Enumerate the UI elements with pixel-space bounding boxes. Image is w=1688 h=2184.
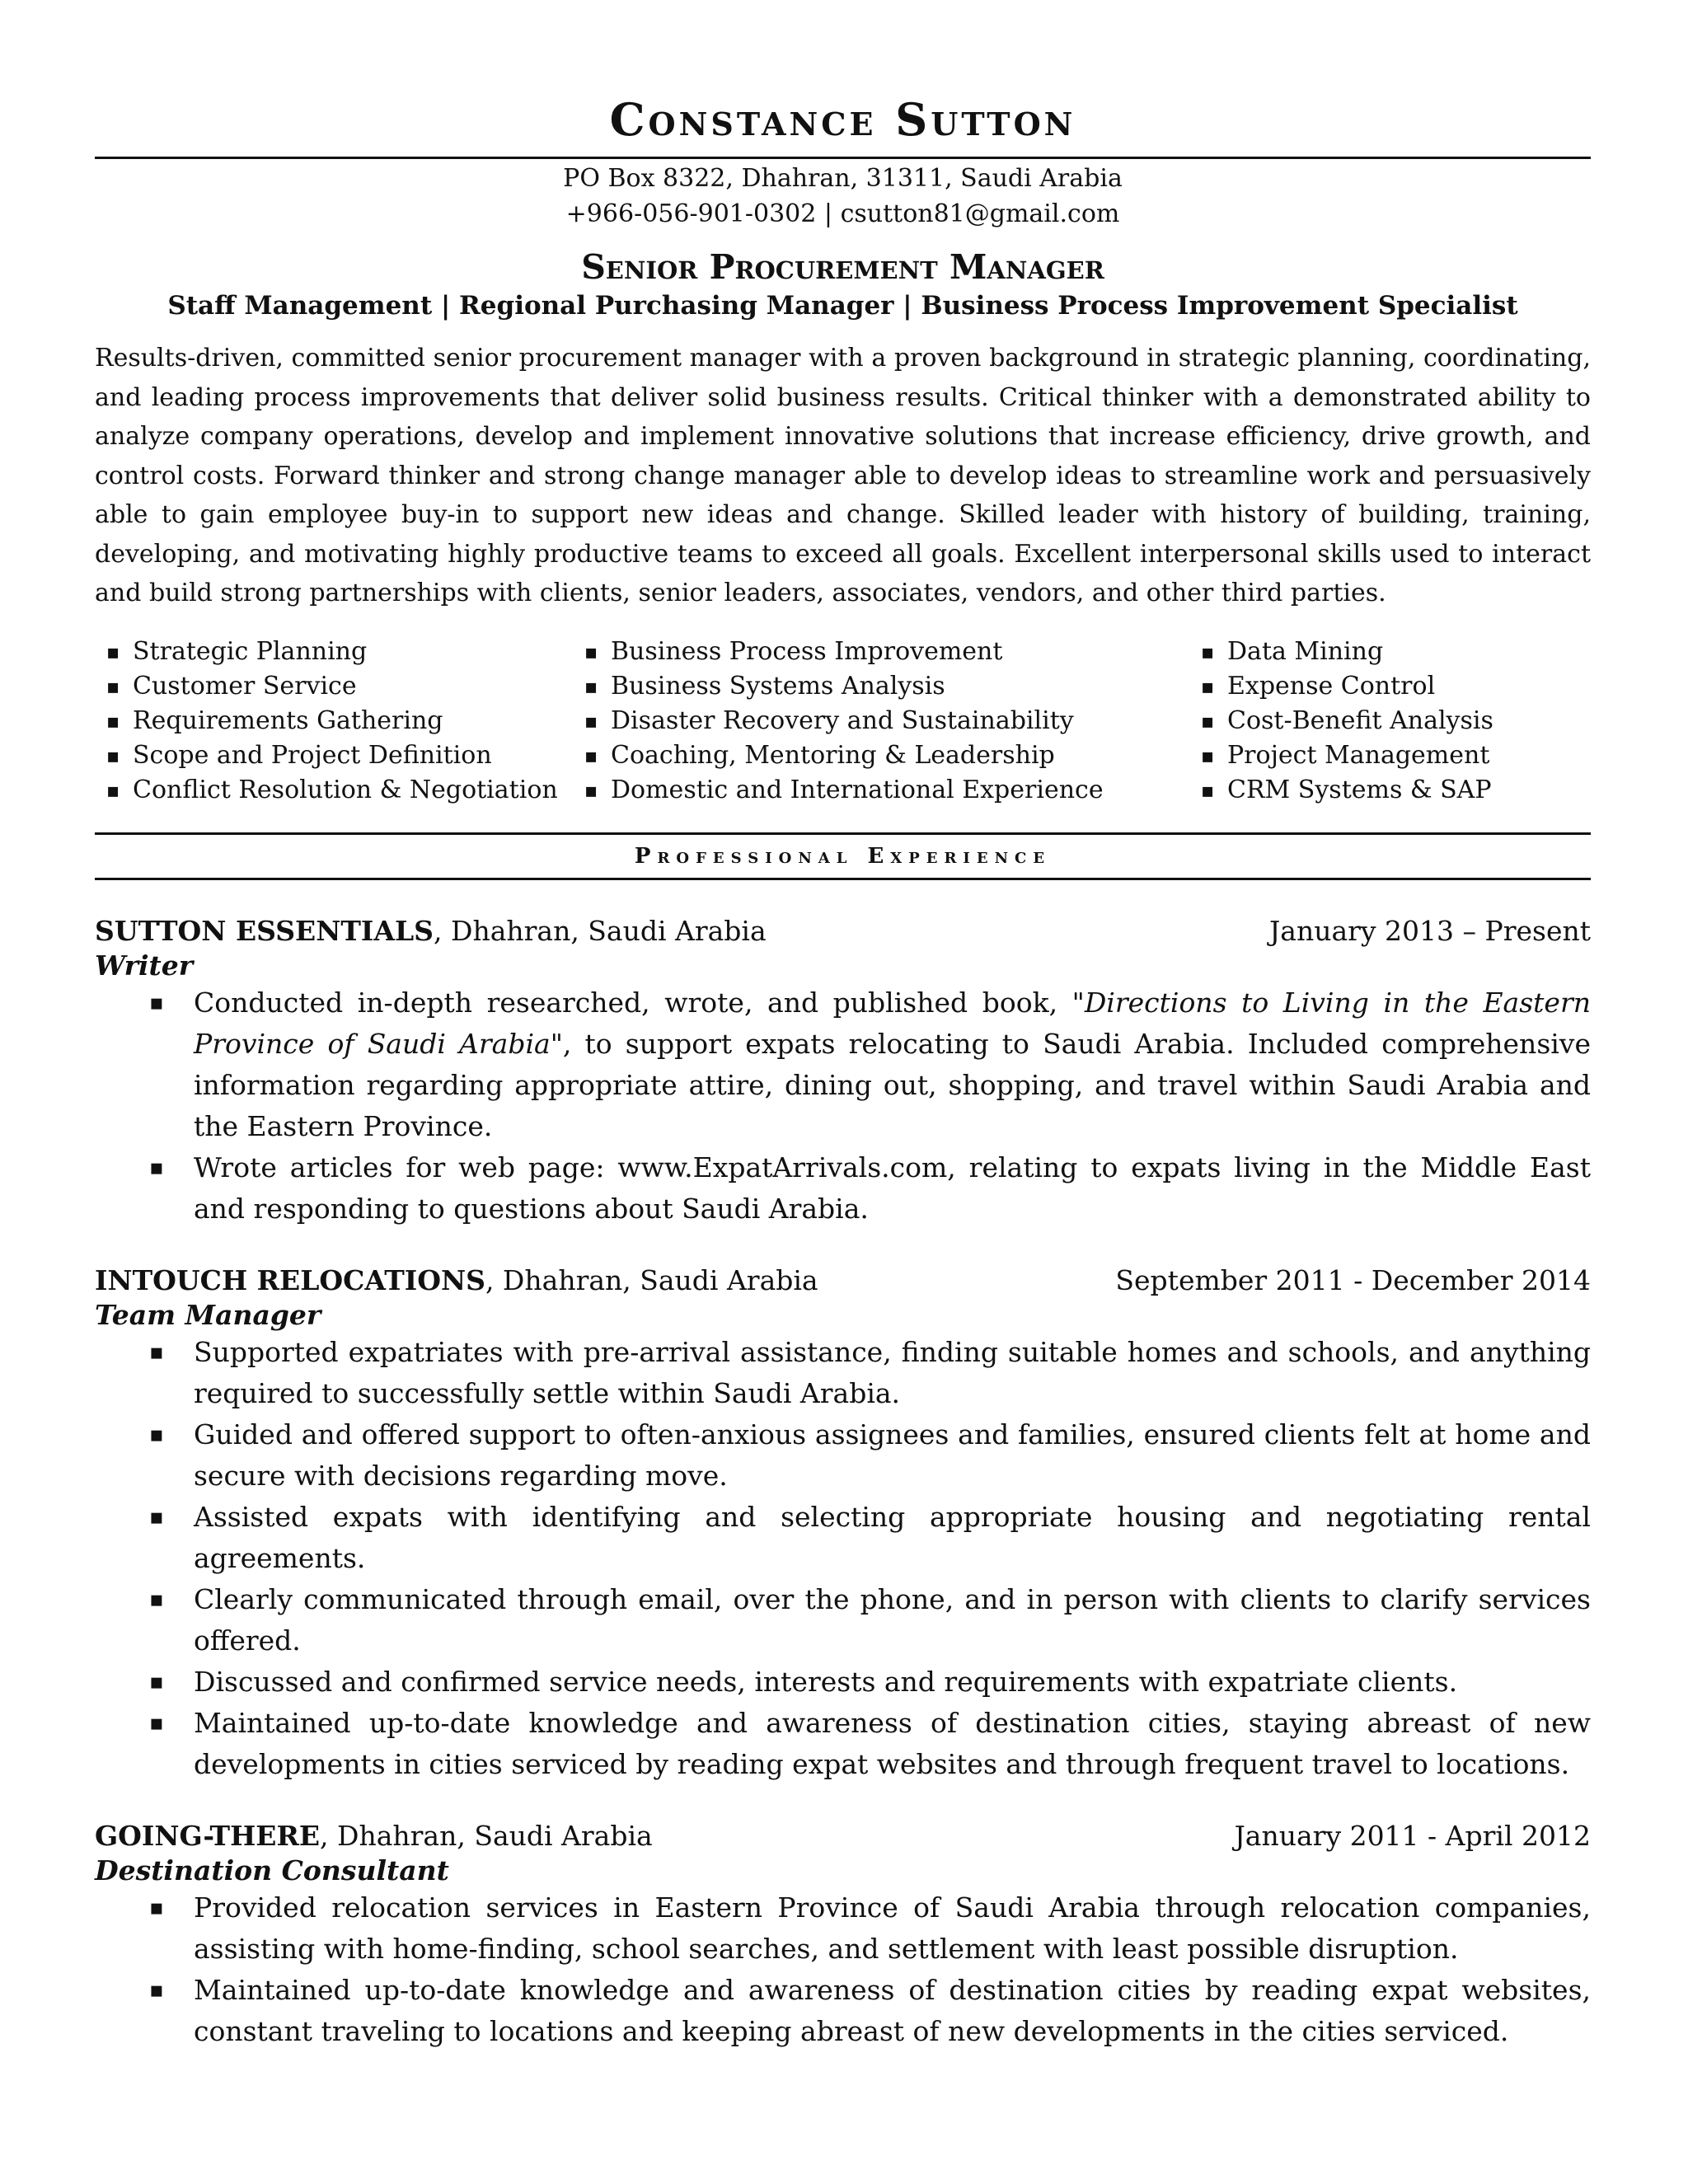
contact-separator: | <box>823 199 833 228</box>
headline: Senior Procurement Manager <box>581 247 1104 287</box>
job-title: Destination Consultant <box>95 1854 449 1886</box>
bullet-item: ▪ Supported expatriates with pre-arrival assistance, finding suitable homes and schools, and anything required to successfully settle within Saudi Arabia. <box>95 1332 1591 1414</box>
skill-item: ▪ Disaster Recovery and Sustainability <box>573 704 1189 738</box>
bullet-item: ▪ Clearly communicated through email, over the phone, and in person with clients to clarify services offered. <box>95 1579 1591 1661</box>
book-title: Directions to Living in the Eastern Province of Saudi Arabia <box>194 986 1591 1060</box>
skill-item: ▪ Requirements Gathering <box>95 704 573 738</box>
bullet-item: ▪ Provided relocation services in Eastern Province of Saudi Arabia through relocation companies, assisting with home-finding, school searches, and settlement with least possible disruption. <box>95 1887 1591 1970</box>
bullet-item: ▪ Wrote articles for web page: www.ExpatArrivals.com, relating to expats living in the Middle East and responding to questions about Saudi Arabia. <box>95 1147 1591 1230</box>
employer <box>95 913 767 949</box>
bullet-item: ▪ Maintained up-to-date knowledge and awareness of destination cities, staying abreast of new developments in cities serviced by reading expat websites and through frequent travel to locations. <box>95 1703 1591 1785</box>
summary-paragraph: Results-driven, committed senior procurement manager with a proven background in strategic planning, coordinating, and leading process improvements that deliver solid business results. Critical thinker with a demonstrated ability to analyze company operations, develop and implement innovative solutions that increase efficiency, drive growth, and control costs. Forward thinker and strong change manager able to develop ideas to streamline work and persuasively able to gain employee buy-in to support new ideas and change. Skilled leader with history of building, training, developing, and motivating highly productive teams to exceed all goals. Excellent interpersonal skills used to interact and build strong partnerships with clients, senior leaders, associates, vendors, and other third parties. <box>95 344 1591 607</box>
skills-grid <box>95 635 1591 808</box>
resume-page <box>95 0 1591 2052</box>
skill-item: ▪ Project Management <box>1189 738 1591 773</box>
job-dates: January 2011 - April 2012 <box>1234 1819 1591 1852</box>
skills-column-1 <box>95 635 573 808</box>
company-name: GOING-THERE <box>95 1819 321 1852</box>
email: csutton81@gmail.com <box>840 199 1120 228</box>
job-header <box>95 913 1591 949</box>
address: PO Box 8322, Dhahran, 31311, Saudi Arabia <box>563 164 1123 193</box>
experience-heading: Professional Experience <box>95 832 1591 880</box>
header-rule <box>95 157 1591 159</box>
bullet-text: ", to support expats relocating to Saudi Arabia. Included comprehensive information regarding appropriate attire, dining out, shopping, and travel within Saudi Arabia and the Eastern Province. <box>194 1027 1591 1142</box>
job-header <box>95 1818 1591 1854</box>
job-entry <box>95 1263 1591 1785</box>
job-entry <box>95 913 1591 1230</box>
company-name: SUTTON ESSENTIALS <box>95 914 434 947</box>
skills-column-3 <box>1189 635 1591 808</box>
skill-item: ▪ Strategic Planning <box>95 635 573 669</box>
subheadline: Staff Management | Regional Purchasing Manager | Business Process Improvement Specialist <box>167 291 1518 321</box>
bullet-text: Conducted in-depth researched, wrote, and published book, " <box>194 986 1085 1019</box>
employer <box>95 1818 653 1854</box>
job-bullets <box>95 1332 1591 1785</box>
job-title: Writer <box>95 949 194 982</box>
skill-item: ▪ Business Systems Analysis <box>573 669 1189 704</box>
job-dates: September 2011 - December 2014 <box>1115 1263 1591 1296</box>
skill-item: ▪ Cost-Benefit Analysis <box>1189 704 1591 738</box>
bullet-item: ▪ Maintained up-to-date knowledge and awareness of destination cities by reading expat websites, constant traveling to locations and keeping abreast of new developments in the cities serviced. <box>95 1970 1591 2052</box>
bullet-item: ▪ Discussed and confirmed service needs, interests and requirements with expatriate clients. <box>95 1661 1591 1703</box>
company-location: , Dhahran, Saudi Arabia <box>434 914 767 947</box>
employer <box>95 1263 818 1299</box>
skill-item: ▪ Coaching, Mentoring & Leadership <box>573 738 1189 773</box>
skills-column-2 <box>573 635 1189 808</box>
skill-item: ▪ Customer Service <box>95 669 573 704</box>
candidate-name: Constance Sutton <box>609 93 1076 146</box>
skill-item: ▪ Data Mining <box>1189 635 1591 669</box>
bullet-item: ▪ Assisted expats with identifying and selecting appropriate housing and negotiating rental agreements. <box>95 1497 1591 1579</box>
company-location: , Dhahran, Saudi Arabia <box>485 1263 818 1296</box>
job-entry <box>95 1818 1591 2052</box>
skill-item: ▪ CRM Systems & SAP <box>1189 773 1591 808</box>
phone-email-line <box>95 196 1591 232</box>
skill-item: ▪ Domestic and International Experience <box>573 773 1189 808</box>
job-bullets <box>95 1887 1591 2052</box>
contact-block <box>95 161 1591 232</box>
bullet-item: ▪ Guided and offered support to often-anxious assignees and families, ensured clients felt at home and secure with decisions regarding move. <box>95 1414 1591 1497</box>
skill-item: ▪ Business Process Improvement <box>573 635 1189 669</box>
skill-item: ▪ Expense Control <box>1189 669 1591 704</box>
job-dates: January 2013 – Present <box>1269 914 1591 947</box>
bullet-item <box>95 982 1591 1147</box>
job-bullets <box>95 982 1591 1230</box>
company-name: INTOUCH RELOCATIONS <box>95 1263 485 1296</box>
job-title: Team Manager <box>95 1298 321 1331</box>
skill-item: ▪ Scope and Project Definition <box>95 738 573 773</box>
job-header <box>95 1263 1591 1299</box>
company-location: , Dhahran, Saudi Arabia <box>320 1819 653 1852</box>
skill-item: ▪ Conflict Resolution & Negotiation <box>95 773 573 808</box>
phone: +966-056-901-0302 <box>565 199 817 228</box>
